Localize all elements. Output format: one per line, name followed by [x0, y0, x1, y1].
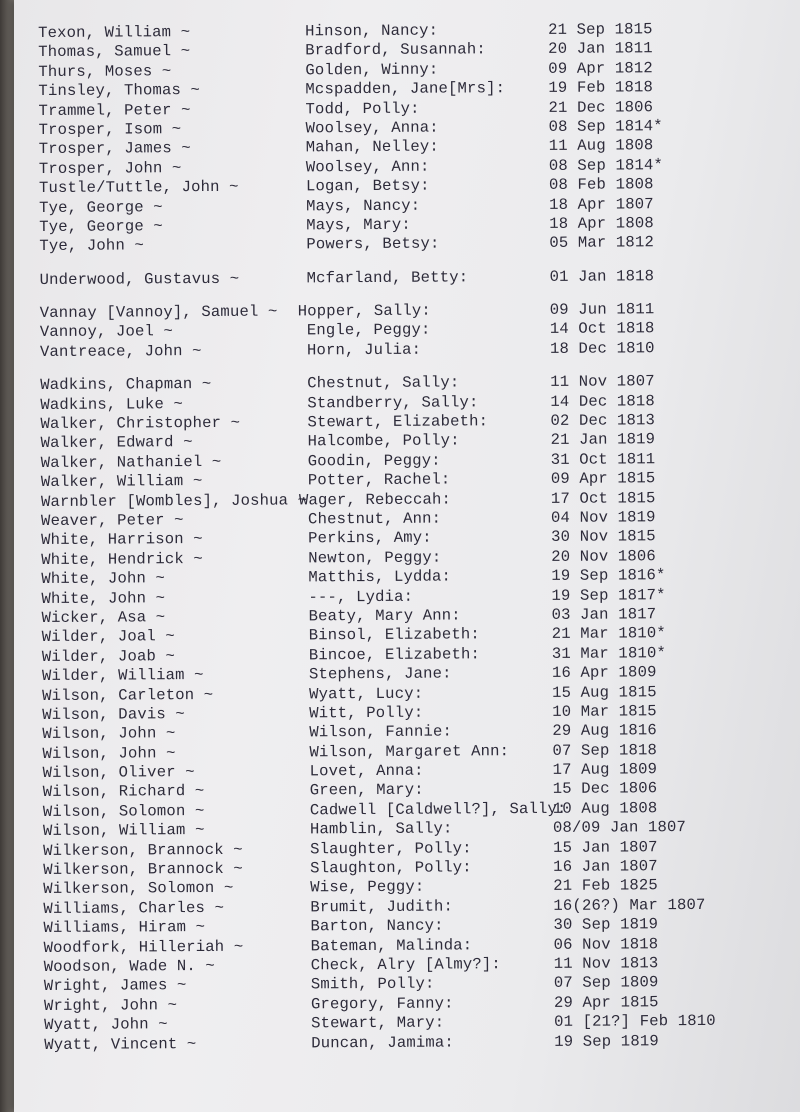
document-page [14, 0, 800, 1112]
marriage-date: 31 Mar 1810* [551, 643, 667, 663]
marriage-date: 19 Sep 1819 [554, 1031, 659, 1051]
bride-name: Woolsey, Ann: [305, 157, 430, 177]
groom-name: Wadkins, Luke ~ [40, 394, 184, 414]
marriage-date: 14 Dec 1818 [550, 391, 655, 411]
bride-name: Chestnut, Ann: [307, 509, 442, 529]
marriage-date: 07 Sep 1818 [552, 740, 658, 760]
marriage-date: 15 Jan 1807 [552, 837, 658, 857]
bride-name: Mays, Nancy: [306, 196, 421, 215]
marriage-date: 05 Mar 1812 [549, 233, 654, 253]
marriage-date: 11 Aug 1808 [548, 136, 654, 156]
bride-name: Check, Alry [Almy?]: [310, 955, 501, 975]
groom-name: Wilson, Carleton ~ [42, 685, 214, 705]
marriage-date: 18 Dec 1810 [549, 339, 655, 358]
groom-name: Wright, James ~ [43, 976, 187, 996]
bride-name: Wager, Rebeccah: [298, 490, 452, 510]
groom-name: Trammel, Peter ~ [38, 100, 191, 120]
groom-name: Texon, William ~ [38, 23, 191, 42]
bride-name: Mahan, Nelley: [305, 137, 439, 157]
marriage-date: 29 Apr 1815 [553, 992, 659, 1012]
marriage-date: 04 Nov 1819 [550, 508, 656, 527]
marriage-date: 08 Sep 1814* [548, 117, 663, 136]
bride-name: Brumit, Judith: [310, 897, 454, 917]
record-row [40, 338, 785, 362]
bride-name: Mcspadden, Jane[Mrs]: [305, 79, 506, 99]
marriage-date: 09 Apr 1815 [550, 469, 656, 489]
marriage-date: 15 Dec 1806 [552, 779, 658, 799]
marriage-date: 08/09 Jan 1807 [552, 818, 687, 838]
groom-name: Wright, John ~ [43, 995, 178, 1015]
marriage-date: 09 Jun 1811 [549, 300, 655, 319]
marriage-date: 21 Dec 1806 [548, 97, 654, 117]
groom-name: Walker, Edward ~ [40, 433, 193, 453]
bride-name: Binsol, Elizabeth: [308, 625, 480, 645]
bride-name: Bateman, Malinda: [310, 935, 473, 955]
bride-name: Wise, Peggy: [310, 878, 425, 897]
groom-name: Weaver, Peter ~ [40, 511, 184, 530]
groom-name: Tye, George ~ [39, 197, 163, 217]
groom-name: White, Hendrick ~ [41, 549, 203, 569]
marriage-date: 11 Nov 1807 [550, 372, 655, 392]
groom-name: Warnbler [Wombles], Joshua ~ [40, 490, 308, 511]
groom-name: Williams, Charles ~ [43, 898, 225, 918]
marriage-date: 30 Nov 1815 [551, 527, 656, 547]
bride-name: Green, Mary: [309, 781, 424, 800]
bride-name: Wilson, Margaret Ann: [309, 741, 510, 762]
record-row [44, 1031, 789, 1055]
marriage-date: 10 Mar 1815 [552, 702, 657, 721]
bride-name: Goodin, Peggy: [307, 451, 441, 471]
groom-name: Wicker, Asa ~ [41, 608, 166, 627]
bride-name: Witt, Polly: [309, 703, 424, 723]
marriage-date: 10 Aug 1808 [552, 799, 658, 818]
groom-name: Vantreace, John ~ [39, 341, 202, 361]
bride-name: Mcfarland, Betty: [306, 268, 469, 288]
marriage-date: 16 Jan 1807 [553, 857, 658, 876]
bride-name: Hopper, Sally: [297, 301, 431, 321]
bride-name: Halcombe, Polly: [307, 431, 460, 451]
marriage-date: 20 Jan 1811 [548, 39, 653, 59]
marriage-date: 19 Feb 1818 [548, 78, 654, 98]
marriage-date: 18 Apr 1807 [549, 194, 654, 214]
bride-name: Powers, Betsy: [306, 234, 440, 254]
bride-name: Logan, Betsy: [305, 176, 430, 196]
groom-name: Wyatt, Vincent ~ [44, 1034, 197, 1054]
bride-name: Stewart, Elizabeth: [307, 412, 489, 432]
bride-name: Wilson, Fannie: [309, 722, 453, 742]
bride-name: Engle, Peggy: [306, 321, 431, 340]
bride-name: Perkins, Amy: [308, 528, 432, 548]
groom-name: Wilder, Joab ~ [41, 646, 176, 666]
bride-name: Smith, Polly: [310, 974, 435, 994]
groom-name: Thomas, Samuel ~ [38, 42, 191, 62]
marriage-date: 15 Aug 1815 [552, 682, 657, 702]
bride-name: Barton, Nancy: [310, 916, 444, 936]
groom-name: Walker, Christopher ~ [40, 413, 241, 434]
bride-name: Bincoe, Elizabeth: [308, 645, 481, 665]
groom-name: Thurs, Moses ~ [38, 61, 172, 81]
groom-name: Wilder, William ~ [41, 666, 204, 686]
bride-name: Gregory, Fanny: [310, 994, 454, 1014]
record-row [39, 233, 784, 257]
groom-name: White, Harrison ~ [41, 530, 203, 550]
groom-name: White, John ~ [41, 569, 166, 589]
groom-name: Woodfork, Hilleriah ~ [43, 937, 244, 957]
marriage-date: 21 Sep 1815 [547, 20, 653, 39]
bride-name: Hinson, Nancy: [304, 21, 439, 41]
groom-name: Wilson, John ~ [42, 743, 176, 763]
bride-name: Potter, Rachel: [307, 470, 451, 490]
groom-name: Vannay [Vannoy], Samuel ~ [39, 302, 278, 323]
groom-name: Walker, Nathaniel ~ [40, 452, 222, 472]
bride-name: Woolsey, Anna: [305, 118, 439, 138]
bride-name: Beaty, Mary Ann: [308, 606, 461, 626]
groom-name: Wilson, Solomon ~ [42, 801, 205, 821]
marriage-date: 17 Aug 1809 [552, 760, 658, 779]
groom-name: Wilson, Richard ~ [42, 782, 205, 802]
groom-name: Wilkerson, Brannock ~ [43, 859, 243, 879]
marriage-date: 17 Oct 1815 [550, 488, 656, 508]
marriage-date: 31 Oct 1811 [550, 450, 656, 469]
marriage-records-list [38, 19, 789, 1054]
groom-name: Tye, George ~ [39, 217, 163, 236]
marriage-date: 01 Jan 1818 [549, 266, 655, 286]
bride-name: Stephens, Jane: [308, 664, 452, 684]
marriage-date: 11 Nov 1813 [553, 954, 659, 973]
groom-name: Wilder, Joal ~ [41, 627, 175, 647]
groom-name: Underwood, Gustavus ~ [39, 269, 240, 289]
page-edge-shadow [0, 0, 14, 1112]
marriage-date: 08 Sep 1814* [548, 155, 664, 175]
groom-name: Wilson, John ~ [42, 724, 176, 744]
marriage-date: 19 Sep 1817* [551, 585, 666, 605]
groom-name: Wilkerson, Brannock ~ [42, 840, 243, 860]
marriage-date: 01 [21?] Feb 1810 [554, 1012, 716, 1032]
groom-name: Trosper, Isom ~ [38, 120, 182, 139]
groom-name: Wadkins, Chapman ~ [40, 375, 212, 395]
marriage-date: 30 Sep 1819 [553, 915, 659, 935]
marriage-date: 21 Jan 1819 [550, 430, 656, 450]
bride-name: ---, Lydia: [308, 587, 414, 606]
bride-name: Standberry, Sally: [307, 392, 479, 413]
marriage-date: 14 Oct 1818 [549, 319, 655, 339]
groom-name: Trosper, John ~ [38, 158, 182, 178]
groom-name: Wilson, William ~ [42, 821, 205, 841]
groom-name: Wyatt, John ~ [44, 1015, 168, 1035]
bride-name: Mays, Mary: [306, 215, 411, 235]
bride-name: Bradford, Susannah: [305, 40, 486, 60]
bride-name: Chestnut, Sally: [307, 373, 460, 393]
bride-name: Hamblin, Sally: [309, 819, 453, 839]
marriage-date: 16(26?) Mar 1807 [553, 895, 706, 915]
groom-name: Trosper, James ~ [38, 139, 191, 159]
groom-name: Tinsley, Thomas ~ [38, 81, 201, 101]
bride-name: Golden, Winny: [305, 60, 439, 80]
bride-name: Stewart, Mary: [311, 1013, 445, 1033]
groom-name: Tye, John ~ [39, 236, 145, 256]
groom-name: Tustle/Tuttle, John ~ [38, 177, 239, 198]
marriage-date: 03 Jan 1817 [551, 605, 657, 624]
groom-name: Wilson, Oliver ~ [42, 763, 195, 783]
groom-name: Woodson, Wade N. ~ [43, 956, 215, 976]
bride-name: Wyatt, Lucy: [309, 684, 424, 703]
marriage-date: 02 Dec 1813 [550, 411, 656, 430]
bride-name: Horn, Julia: [306, 340, 422, 360]
marriage-date: 16 Apr 1809 [551, 663, 657, 682]
groom-name: Williams, Hiram ~ [43, 918, 206, 938]
bride-name: Todd, Polly: [305, 99, 420, 118]
groom-name: Walker, William ~ [40, 472, 203, 492]
bride-name: Cadwell [Caldwell?], Sally: [309, 799, 567, 820]
groom-name: Wilkerson, Solomon ~ [43, 879, 234, 899]
record-row [40, 266, 785, 290]
bride-name: Slaughton, Polly: [310, 858, 472, 878]
marriage-date: 06 Nov 1818 [553, 934, 659, 954]
bride-name: Lovet, Anna: [309, 761, 424, 781]
marriage-date: 21 Feb 1825 [553, 876, 658, 896]
marriage-date: 19 Sep 1816* [551, 566, 666, 586]
marriage-date: 21 Mar 1810* [551, 624, 666, 644]
bride-name: Duncan, Jamima: [311, 1033, 454, 1052]
groom-name: White, John ~ [41, 588, 166, 608]
marriage-date: 20 Nov 1806 [551, 547, 656, 566]
groom-name: Wilson, Davis ~ [42, 705, 185, 724]
marriage-date: 18 Apr 1808 [549, 214, 654, 233]
groom-name: Vannoy, Joel ~ [39, 322, 174, 342]
bride-name: Slaughter, Polly: [309, 838, 472, 858]
marriage-date: 09 Apr 1812 [548, 59, 653, 78]
bride-name: Matthis, Lydda: [308, 567, 452, 587]
marriage-date: 08 Feb 1808 [548, 175, 654, 195]
marriage-date: 07 Sep 1809 [553, 973, 659, 993]
marriage-date: 29 Aug 1816 [552, 721, 657, 741]
bride-name: Newton, Peggy: [308, 548, 442, 568]
